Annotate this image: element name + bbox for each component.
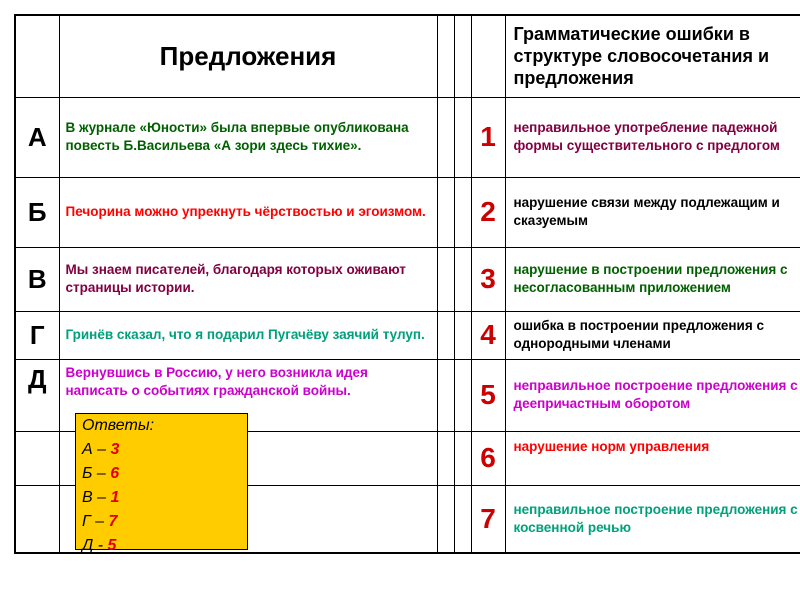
error-description: нарушение норм управления xyxy=(505,431,800,485)
spacer-cell xyxy=(454,485,471,553)
table-row xyxy=(15,311,800,359)
row-letter: А xyxy=(15,97,59,177)
header-corner-cell xyxy=(15,15,59,97)
answer-value: 7 xyxy=(108,513,118,530)
answer-value: 6 xyxy=(110,465,120,482)
spacer-cell xyxy=(437,485,454,553)
answer-item xyxy=(82,534,247,558)
error-description: ошибка в построении предложения с однородными членами xyxy=(505,311,800,359)
answer-separator: – xyxy=(92,441,111,458)
error-description: неправильное построение предложения с деепричастным оборотом xyxy=(505,359,800,431)
answer-letter: А xyxy=(82,441,93,458)
answer-letter: Б xyxy=(82,465,93,482)
spacer-cell xyxy=(454,177,471,247)
spacer-cell xyxy=(437,311,454,359)
answer-separator: – xyxy=(90,513,109,530)
spacer-cell xyxy=(454,311,471,359)
answer-value: 1 xyxy=(110,489,120,506)
answer-separator: – xyxy=(92,489,111,506)
spacer-cell xyxy=(437,97,454,177)
error-description: неправильное употребление падежной формы существительного с предлогом xyxy=(505,97,800,177)
answer-item xyxy=(82,438,247,462)
answer-value: 3 xyxy=(110,441,120,458)
error-description: неправильное построение предложения с косвенной речью xyxy=(505,485,800,553)
row-letter: Д xyxy=(15,359,59,431)
table-row xyxy=(15,97,800,177)
spacer-cell xyxy=(454,359,471,431)
error-number: 3 xyxy=(471,247,505,311)
error-number: 1 xyxy=(471,97,505,177)
answer-value: 5 xyxy=(107,537,117,554)
errors-header: Грамматические ошибки в структуре словосочетания и предложения xyxy=(505,15,800,97)
sentence-cell: Вернувшись в Россию, у него возникла идея написать о событиях гражданской войны. xyxy=(59,359,437,431)
error-number: 5 xyxy=(471,359,505,431)
table-row xyxy=(15,247,800,311)
error-number: 6 xyxy=(471,431,505,485)
row-letter: Б xyxy=(15,177,59,247)
spacer-cell xyxy=(454,97,471,177)
row-letter: В xyxy=(15,247,59,311)
error-number: 4 xyxy=(471,311,505,359)
answer-letter: Г xyxy=(82,513,91,530)
header-row xyxy=(15,15,800,97)
row-letter xyxy=(15,485,59,553)
error-description: нарушение связи между подлежащим и сказуемым xyxy=(505,177,800,247)
error-number: 7 xyxy=(471,485,505,553)
spacer-cell xyxy=(437,431,454,485)
answer-item xyxy=(82,510,247,534)
spacer-cell xyxy=(437,177,454,247)
sentence-cell: Гринёв сказал, что я подарил Пугачёву заячий тулуп. xyxy=(59,311,437,359)
spacer-cell xyxy=(454,247,471,311)
spacer-cell xyxy=(437,359,454,431)
sentence-cell: Мы знаем писателей, благодаря которых оживают страницы истории. xyxy=(59,247,437,311)
sentences-header: Предложения xyxy=(59,15,437,97)
answer-letter: Д xyxy=(82,537,94,554)
answer-separator: - xyxy=(93,537,108,554)
header-number-cell xyxy=(471,15,505,97)
answers-box xyxy=(75,413,248,554)
spacer-cell xyxy=(454,431,471,485)
sentence-cell: В журнале «Юности» была впервые опубликована повесть Б.Васильева «А зори здесь тихие». xyxy=(59,97,437,177)
error-description: нарушение в построении предложения с несогласованным приложением xyxy=(505,247,800,311)
answer-letter: В xyxy=(82,489,93,506)
spacer-cell xyxy=(437,247,454,311)
row-letter xyxy=(15,431,59,485)
answer-item xyxy=(82,486,247,510)
answer-separator: – xyxy=(92,465,111,482)
answers-title: Ответы: xyxy=(82,417,155,434)
row-letter: Г xyxy=(15,311,59,359)
error-number: 2 xyxy=(471,177,505,247)
table-row xyxy=(15,177,800,247)
spacer-cell xyxy=(437,15,454,97)
sentence-cell: Печорина можно упрекнуть чёрствостью и эгоизмом. xyxy=(59,177,437,247)
answer-item xyxy=(82,462,247,486)
spacer-cell xyxy=(454,15,471,97)
